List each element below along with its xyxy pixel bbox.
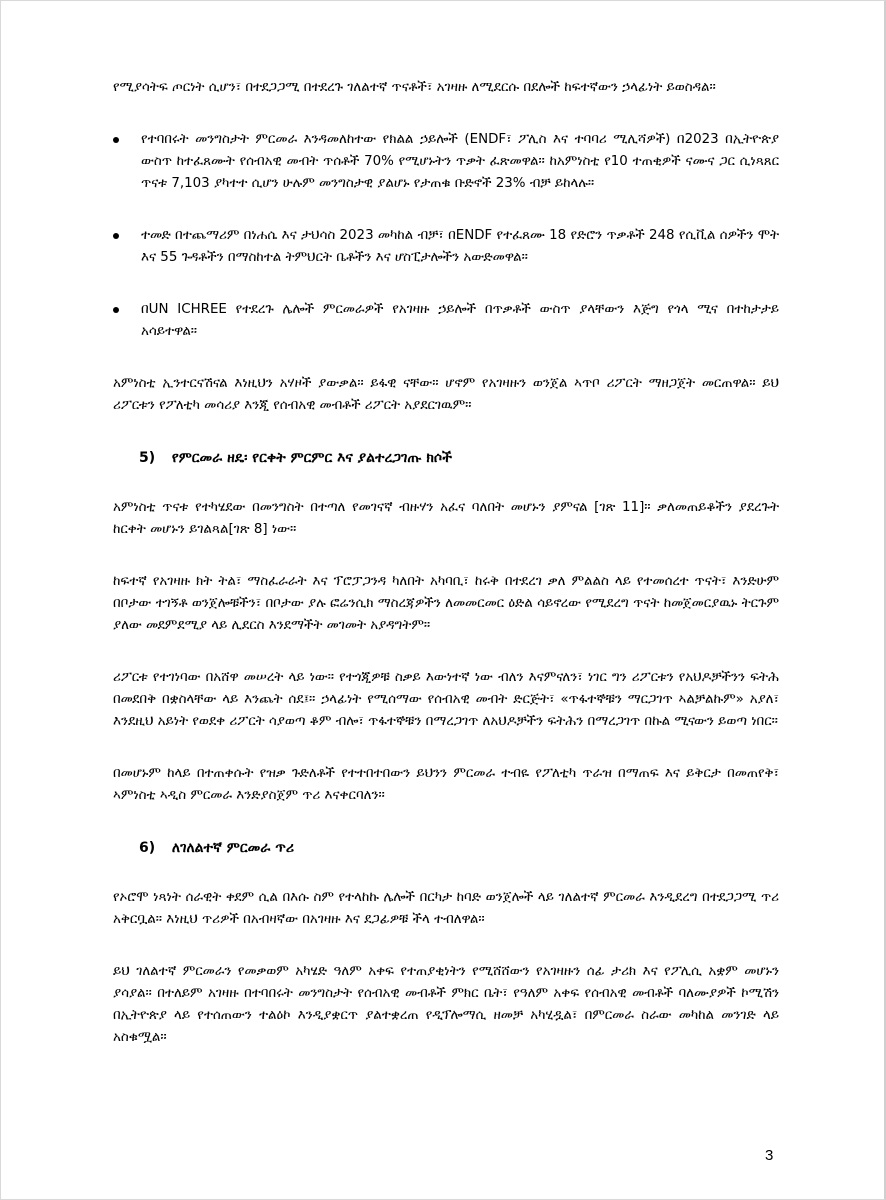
section-title: የምርመራ ዘዴ፡ የርቀት ምርምር እና ያልተረጋገጡ ክሶች	[171, 450, 452, 466]
paragraph-amnesty-figures: አምነስቲ ኢንተርናሽናል እነዚህን አሃዞች ያውቃል። ይፋዊ ናቸው። ሆኖም የአገዛዙን ወንጀል ኣጥቦ ሪፖርት ማዘጋጀት መርጠዋል። ይህ ሪፖርቱን የፖለቲካ መሳሪያ እንጂ የሰብአዊ መብቶች ሪፖርት አያደርገዉም።	[113, 376, 779, 413]
bullet-item	[113, 225, 779, 269]
paragraph-ola-calls: የኦሮሞ ነጻነት ሰራዊት ቀደም ሲል በእሱ ስም የተላከኩ ሌሎች በርካታ ከባድ ወንጀሎች ላይ ገለልተኛ ምርመራ እንዲደረግ በተደጋጋሚ ጥሪ አቅርቧል። እነዚህ ጥሪዎች በአብዛኛው በአገዛዙ እና ደጋፊዎቹ ችላ ተብለዋል።	[113, 890, 779, 927]
paragraph-intro: የሚያሳትፍ ጦርነት ሲሆን፣ በተደጋጋሚ በተደረጉ ገለልተኛ ጥናቶች፣ አገዛዙ ለሚደርሱ በደሎች ከፍተኛውን ኃላፊነት ይወስዳል።	[113, 80, 716, 95]
bullet-item	[113, 129, 779, 195]
bullet-list	[113, 129, 779, 343]
paragraph-methodology: አምነስቲ ጥናቱ የተካሄደው በመንግስት በተጣለ የመገናኛ ብዙሃን አፈና ባለበት መሆኑን ያምናል [ገጽ 11]። ቃለመጠይቆችን ያደረጉት ከርቀት መሆኑን ይገልጻል[ገጽ 8] ነው።	[113, 500, 779, 537]
bullet-text: የተባበሩት መንግስታት ምርመራ እንዳመለከተው የክልል ኃይሎች (ENDF፣ ፖሊስ እና ተባባሪ ሚሊሻዎች) በ2023 በኢትዮጵያ ውስጥ ከተፈጸሙት የሰብአዊ መብት ጥሰቶች 70% የሚሆኑትን ጥቃት ፈጽመዋል። ከአምነስቲ የ10 ተጠቂዎች ናሙና ጋር ሲነጻጸር ጥናቱ 7,103 ያካተተ ሲሆን ሁሉም መንግስታዊ ያልሆኑ የታጠቁ ቡድኖች 23% ብቻ ይከላሉ።	[141, 132, 779, 191]
section-heading-5	[113, 447, 779, 469]
page-content	[113, 77, 779, 1079]
page-number: 3	[765, 1147, 774, 1164]
bullet-text: በUN ICHREE የተደረጉ ሌሎች ምርመራዎች የአገዛዙ ኃይሎች በጥቃቶች ውስጥ ያላቸውን እጅግ የጎላ ሚና በተከታታይ አሳይተዋል።	[141, 302, 779, 339]
section-number: 5)	[139, 450, 156, 466]
bullet-text: ተመድ በተጨማሪም በነሐሴ እና ታህሳስ 2023 መካከል ብቻ፣ በENDF የተፈጸሙ 18 የድሮን ጥቃቶች 248 የሲቪል ሰዎችን ሞት እና 55 ጉዳቶችን በማስከተል ትምህርት ቤቶችን እና ሆስፒታሎችን አውድመዋል።	[141, 228, 779, 265]
bullet-item	[113, 299, 779, 343]
bullet-dot-icon	[113, 233, 119, 239]
paragraph-surveillance: ከፍተኛ የአገዛዙ ክት ትል፣ ማስፈራራት እና ፕሮፓጋንዳ ካለበት አካባቢ፣ ከሩቅ በተደረገ ቃለ ምልልስ ላይ የተመሰረተ ጥናት፣ እንድሁም በቦታው ተገኝቶ ወንጀሎቹችን፣ በቦታው ያሉ ፎሬንሲክ ማስረጃዎችን ለመመርመር ዕድል ሳይኖረው የሚደረግ ጥናት ከመጀመርያዉኑ ትርጉም ያለው መደምደሚያ ላይ ሊደርስ እንደማችት መገመት አያዳግትም።	[113, 574, 779, 633]
bullet-dot-icon	[113, 137, 119, 143]
section-heading-6	[113, 837, 779, 859]
section-number: 6)	[139, 840, 156, 856]
paragraph-accountability: ይህ ገለልተኛ ምርመራን የመቃወም አካሄድ ዓለም አቀፍ የተጠያቂነትን የሚሸሸውን የአገዛዙን ሰፊ ታሪክ እና የፖሊሲ አቋም መሆኑን ያሳያል። በተለይም አገዛዙ በተባበሩት መንግስታት የሰብአዊ መብቶች ምክር ቤት፣ የዓለም አቀፍ የሰብአዊ መብቶች ባለሙያዎች ኮሚሽን በኢትዮጵያ ላይ የተሰጠውን ተልዕኮ እንዲያቋርጥ ያልተቋረጠ የዲፕሎማሲ ዘመቻ አካሂዷል፣ በምርመራ ስራው መካከል መንገድ ላይ አስቁሟል።	[113, 964, 779, 1045]
paragraph-call-new-investigation: በመሆኑም ከላይ በተጠቀሱት የዝቃ ጉድለቶች የተተበተበውን ይህንን ምርመራ ተብዬ የፖለቲካ ጥራዝ በማጠፍ እና ይቅርታ በመጠየቅ፣ ኣምነስቲ ኣዲስ ምርመራ እንድያስጀም ጥሪ እናቀርባለን።	[113, 766, 779, 803]
paragraph-foundation: ሪፖርቱ የተገነባው በአሸዋ መሠረት ላይ ነው። የተጎጂዎቹ ስቃይ እውነተኛ ነው ብለን እናምናለን፣ ነገር ግን ሪፖርቱን የአህዶቻችንን ፍትሕ በመደበቅ በቋስላቸው ላይ እንጨት ሰደ፤። ኃላፊነት የሚሰማው የሰብአዊ መብት ድርጅት፣ «ጥፋተኞቹን ማርጋገጥ ኣልቻልኩም» አያለ፣ እንደዚህ አይነት የወደቀ ሪፖርት ሳያወጣ ቆም ብሎ፣ ጥፋተኞቹን በማረጋገጥ ለአህዶቻችን ፍትሕን በማረጋገጥ በኩል ሚናውን ይወጣ ነበር።	[113, 670, 779, 729]
section-title: ለገለልተኛ ምርመራ ጥሪ	[171, 840, 295, 856]
bullet-dot-icon	[113, 307, 119, 313]
